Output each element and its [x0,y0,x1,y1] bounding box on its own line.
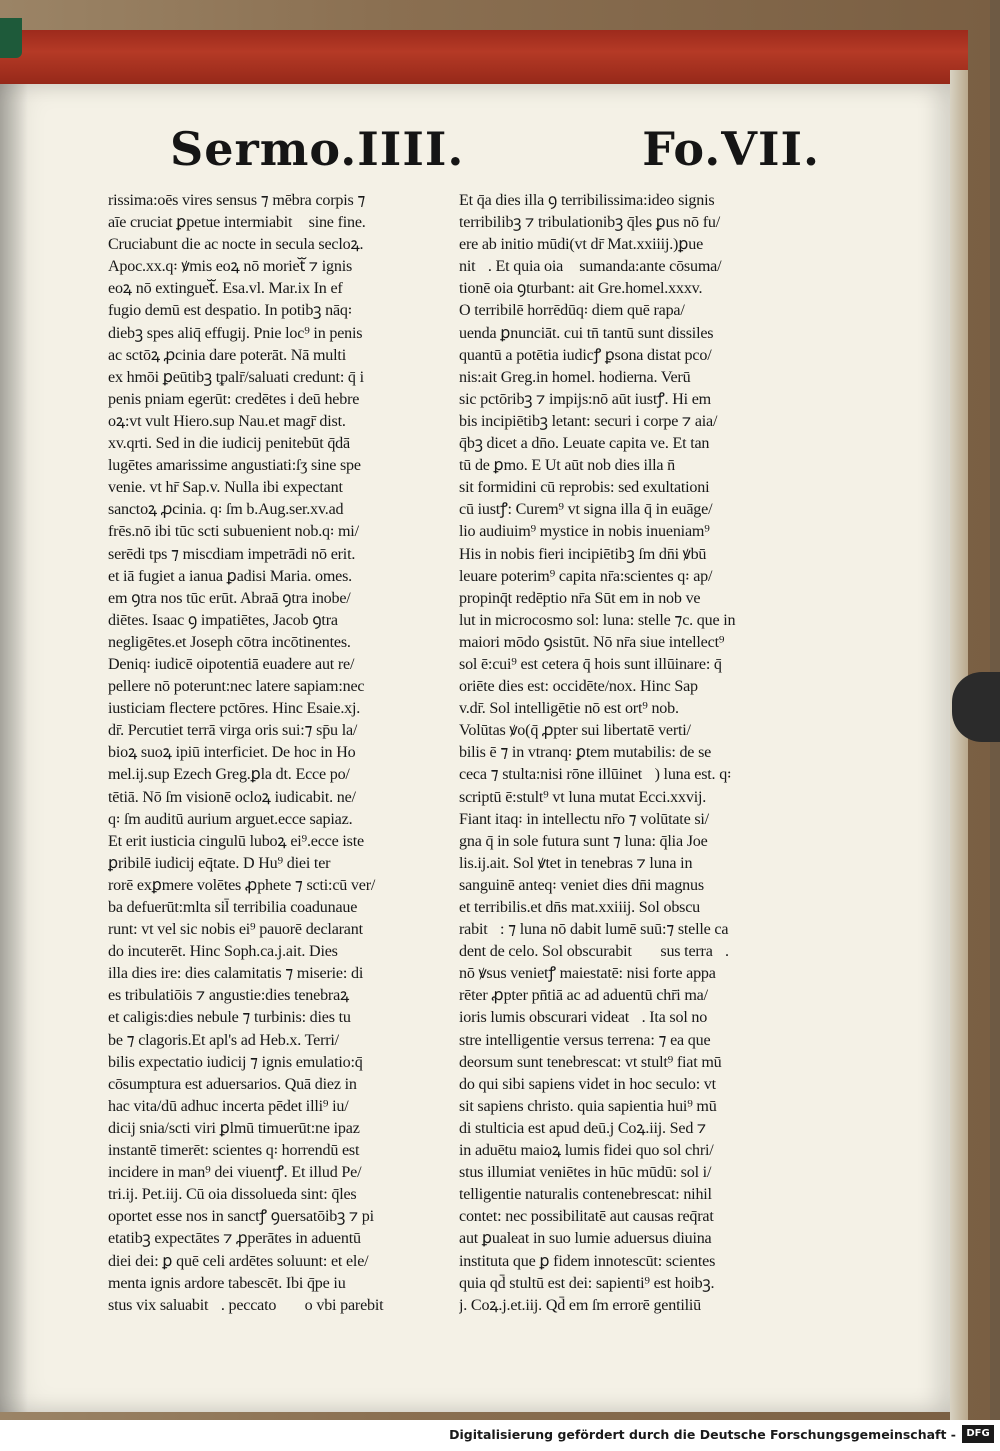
text-line: cū iustꝭ: Curem⁹ vt signa illa q̄ in euāge/ [459,501,713,519]
text-line: q꞉ ſm auditū aurium arguet.ecce sapiaz. [108,810,353,828]
text-line: es tribulatiōis ⁊ angustie:dies tenebraꝝ [108,987,350,1005]
text-line: em ꝯtra nos tūc erūt. Abraā ꝯtra inobe/ [108,589,351,607]
text-line: ere ab initio mūdi(vt dr̄ Mat.xxiiij.)ꝑue [459,236,704,254]
text-line: rēter ꝓpter pn̄tiā ac ad aduentū chr̄i ma/ [459,987,708,1005]
text-line: quantū a potētia iudicꝭ ꝑsona distat pco/ [459,346,712,364]
text-line: quia qd̄ stultū est dei: sapienti⁹ est hoibꝫ. [459,1274,715,1292]
text-line: rissima:oēs vires sensus ⁊ mēbra corpis ⁊ [108,192,366,209]
text-line: oportet esse nos in sanctꝭ ꝯuersatōibꝫ ⁊ pi [108,1208,374,1226]
text-line: bilis ē ⁊ in vtranq꞉ ꝑtem mutabilis: de se [459,744,712,762]
text-line: hac vita/dū adhuc incerta pēdet illi⁹ iu/ [108,1097,349,1115]
text-line: venie. vt hr̄ Sap.v. Nulla ibi expectant [108,479,343,497]
text-line: ꝑribilē iudicij eq̄tate. D Hu⁹ diei ter [108,854,331,872]
text-line: in aduētu maioꝝ lumis fidei quo sol chri/ [459,1142,714,1160]
page-stack-edge [950,70,968,1420]
text-line: do incuterēt. Hinc Soph.ca.j.ait. Dies [108,943,338,961]
text-line: di stulticia est apud deū.j Coꝝ.iij. Sed ⁊ [459,1119,707,1137]
text-line: Apoc.xx.q꞉ ꝟmis eoꝝ nō morietᷓ ⁊ ignis [108,258,353,276]
page-clip [0,18,22,58]
text-line: contet: nec possibilitatē aut causas req̄rat [459,1208,714,1226]
text-line: gna q̄ in sole futura sunt ⁊ luna: q̄lia Joe [459,832,708,850]
text-line: bis incipiētibꝫ letant: securi i corpe ⁊ aia/ [459,412,718,430]
text-line: maiori mōdo ꝯsistūt. Nō nr̄a siue intellect⁹ [459,633,725,651]
text-line: instituta que ꝑ fidem innotescūt: scientes [459,1252,716,1270]
text-line: ba defuerūt:mlta sil̄ terribilia coadunaue [108,899,358,916]
text-line: lio audiuim⁹ mystice in nobis inueniam⁹ [459,523,710,541]
text-line: rabitᷓ: ⁊ luna nō dabit lumē suū:⁊ stelle ca [459,921,729,939]
text-line: nitᷓ. Et quia oia ꝯsumanda:ante cōsuma/ [459,258,722,276]
text-line: runt: vt vel sic nobis ei⁹ pauorē declarant [108,921,363,939]
text-line: xv.qrti. Sed in die iudicij penitebūt q̄dā [108,435,350,453]
folio-number: Fo.VII. [642,122,820,176]
text-line: sit formidini cū reprobis: sed exultationi [459,479,710,497]
text-line: sic pctōribꝫ ⁊ impijs:nō aūt iustꝭ. Hi em [459,390,711,408]
text-line: uenda ꝑnunciāt. cui tn̄ tantū sunt dissiles [459,324,714,342]
text-line: tū de ꝑmo. E Ut aūt nob dies illa n̄ [459,457,675,475]
text-line: iusticiam flectere pctōres. Hinc Esaie.xj. [108,700,361,718]
text-line: diei dei: ꝑ quē celi ardētes soluunt: et ele/ [108,1252,369,1270]
text-line: nis:ait Greg.in homel. hodierna. Verū [459,368,691,386]
text-line: serēdi tps ⁊ miscdiam impetrādi nō erit. [108,545,356,563]
text-line: et terribilis.et dn̄s mat.xxiiij. Sol obscu [459,899,701,916]
text-line: lis.ij.ait. Sol ꝟtet in tenebras ⁊ luna in [459,854,693,872]
text-line: aīe cruciat ꝑpetue intermiabitᷓ sine fine. [108,214,366,232]
text-line: fugio demū est despatio. In potibꝫ nāq꞉ [108,302,353,320]
text-line: O terribilē horrēdūq꞉ diem quē rapa/ [459,302,685,320]
text-line: Deniq꞉ iudicē oipotentiā euadere aut re/ [108,655,355,673]
text-line: nō ꝟsus venietꝭ maiestatē: nisi forte appa [459,965,716,983]
text-line: Et erit iusticia cingulū luboꝝ ei⁹.ecce iste [108,832,364,850]
text-line: leuare poterim⁹ capita nr̄a:scientes q꞉ ap/ [459,567,713,585]
text-line: j. Coꝝ.j.et.iij. Qd̄ em ſm errorē gentiliū [459,1296,702,1314]
dfg-logo: DFG [962,1425,994,1443]
text-line: dent de celo. Sol obscurabitᷓ ꝟsus terraꝫ. [459,943,729,961]
text-line: sanctoꝝ ꝓcinia. q꞉ ſm b.Aug.ser.xv.ad [108,501,344,519]
text-line: pellere nō poterunt:nec latere sapiam:nec [108,678,365,696]
text-line: diebꝫ spes aliq̄ effugij. Pnie loc⁹ in penis [108,324,363,342]
text-line: et caligis:dies nebule ⁊ turbinis: dies tu [108,1009,351,1027]
text-line: do qui sibi sapiens videt in hoc seculo: vt [459,1075,716,1093]
spine-shadow [0,84,28,1412]
text-line: Fiant itaq꞉ in intellectu nr̄o ⁊ volūtate si/ [459,810,709,828]
text-line: penis pniam egerūt: credētes i deū hebre [108,390,360,408]
text-line: illa dies ire: dies calamitatis ⁊ miserie: di [108,965,364,983]
running-header [170,122,820,192]
text-line: rorē exꝑmere volētes ꝓphete ⁊ scti:cū ver/ [108,876,376,894]
text-line: dicij snia/scti viri ꝑlmū timuerūt:ne ipaz [108,1119,360,1137]
text-line: stus illumiat veniētes in hūc mūdū: sol i/ [459,1164,712,1182]
text-line: tri.ij. Pet.iij. Cū oia dissolueda sint: q̄les [108,1186,357,1204]
text-line: propinq̄t redēptio nr̄a Sūt em in nob ve [459,589,701,607]
text-line: sanguinē anteq꞉ veniet dies dn̄i magnus [459,876,704,894]
text-line: et iā fugiet a ianua ꝑadisi Maria. omes. [108,567,352,585]
text-line: menta ignis ardore tabescēt. Ibi q̄pe iu [108,1274,346,1292]
text-line: sol ē:cui⁹ est cetera q̄ hois sunt illūinare: q̄ [459,655,722,673]
text-line: sit sapiens christo. quia sapientia hui⁹ mū [459,1097,717,1115]
text-line: instantē timerēt: scientes q꞉ horrendū est [108,1142,360,1160]
text-column-left [108,190,456,1317]
text-line: negligētes.et Joseph cōtra incōtinentes. [108,633,351,651]
text-line: oꝝ:vt vult Hiero.sup Nau.et magr̄ dist. [108,412,346,430]
text-line: diētes. Isaac ꝯ impatiētes, Jacob ꝯtra [108,611,338,629]
funding-credit: Digitalisierung gefördert durch die Deutsche Forschungsgemeinschaft - [449,1427,956,1442]
text-line: ceca ⁊ stulta:nisi rōne illūinetᷓ) luna est. q꞉ [459,766,732,784]
text-line: incidere in man⁹ dei viuentꝭ. Et illud Pe/ [108,1164,362,1182]
text-line: terribilibꝫ ⁊ tribulationibꝫ q̄les ꝑus nō fu/ [459,214,720,232]
text-line: Et q̄a dies illa ꝯ terribilissima:ideo signis [459,192,715,209]
text-line: His in nobis fieri incipiētibꝫ ſm dn̄i ꝟbū [459,545,707,563]
text-line: bilis expectatio iudicij ⁊ ignis emulatio:q̄ [108,1053,363,1071]
text-line: cōsumptura est aduersarios. Quā diez in [108,1075,357,1093]
bookmark-tab [952,672,1000,742]
text-line: scriptū ē:stult⁹ vt luna mutat Ecci.xxvij. [459,788,707,806]
text-line: stre intelligentie versus terrena: ⁊ ea que [459,1031,711,1049]
text-column-right [459,190,807,1317]
red-page-edge [0,30,968,92]
text-line: Cruciabunt die ac nocte in secula secloꝝ. [108,236,364,254]
text-line: frēs.nō ibi tūc scti subuenient nob.q꞉ mi/ [108,523,359,541]
text-line: telligentie naturalis contenebrescat: nihil [459,1186,712,1204]
text-line: bioꝝ suoꝝ ipiū interficiet. De hoc in Ho [108,744,356,762]
text-line: dr̄. Percutiet terrā virga oris sui:⁊ sp̄u la/ [108,722,358,740]
text-line: be ⁊ clagoris.Et apl's ad Heb.x. Terri/ [108,1031,339,1049]
text-line: lut in microcosmo sol: luna: stelle ⁊c. que in [459,611,736,629]
text-line: etatibꝫ expectātes ⁊ ꝓperātes in aduentū [108,1230,361,1248]
text-line: mel.ij.sup Ezech Greg.ꝑla dt. Ecce po/ [108,766,350,784]
text-line: q̄bꝫ dicet a dn̄o. Leuate capita ve. Et tan [459,435,710,453]
text-line: aut ꝑualeat in suo lumie aduersus diuina [459,1230,712,1248]
text-line: Volūtas ꝟo(q̄ ꝓpter sui libertatē verti/ [459,722,691,740]
text-line: tionē oia ꝯturbant: ait Gre.homel.xxxv. [459,280,703,298]
text-line: lugētes amarissime angustiati:ſʒ sine spe [108,457,361,475]
text-line: tētiā. Nō ſm visionē ocloꝝ iudicabit. ne/ [108,788,356,806]
text-line: eoꝝ nō extinguetᷓ. Esa.vl. Mar.ix In ef [108,280,343,298]
text-line: ioris lumis obscurari videatᷓ. Ita sol no [459,1009,708,1027]
footer-bar [0,1420,1000,1451]
text-line: v.dr̄. Sol intelligētie nō est ort⁹ nob. [459,700,679,718]
sermon-title: Sermo.IIII. [170,122,465,176]
text-line: deorsum sunt tenebrescat: vt stult⁹ fiat mū [459,1053,722,1071]
text-line: stus vix saluabitᷓ. peccatoꝝ ꝟo vbi parebit [108,1296,384,1314]
text-line: ac sctōꝝ ꝓcinia dare poterāt. Nā multi [108,346,346,364]
text-line: oriēte dies est: occidēte/nox. Hinc Sap [459,678,698,696]
text-line: ex hmōi ꝑeūtibꝫ tᵱalr̄/saluati credunt: q̄ i [108,368,364,386]
